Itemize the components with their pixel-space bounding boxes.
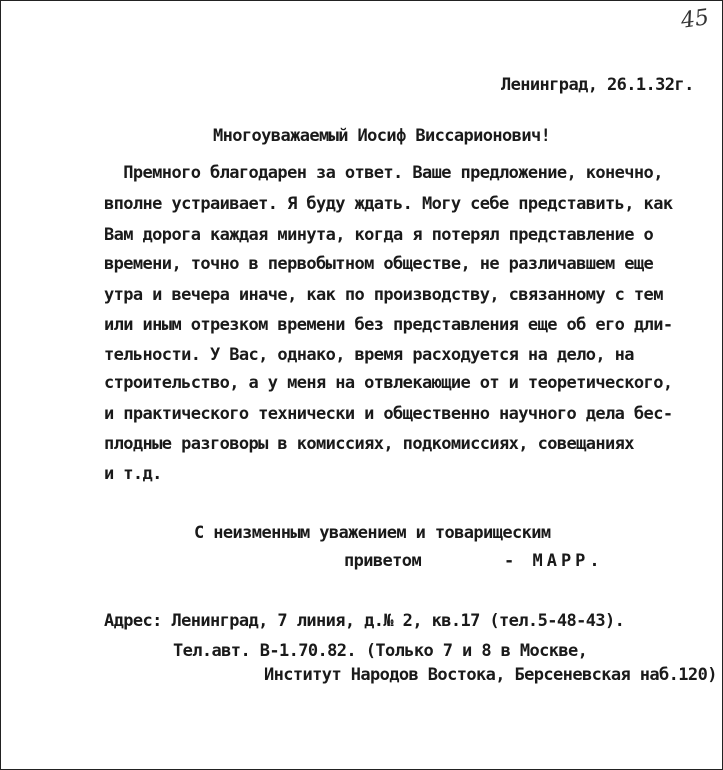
body-line: Премного благодарен за ответ. Ваше предложение, конечно, [104, 163, 663, 183]
closing-line: С неизменным уважением и товарищеским [194, 523, 551, 543]
body-line: плодные разговоры в комиссиях, подкомиссиях, совещаниях [104, 434, 634, 454]
body-line: утра и вечера иначе, как по производству, связанному с тем [104, 285, 663, 305]
archive-page-mark: 45 [679, 5, 711, 34]
body-line: Вам дорога каждая минута, когда я потерял представление о [104, 225, 654, 245]
body-line: вполне устраивает. Я буду ждать. Могу себе представить, как [104, 194, 673, 214]
body-line: тельности. У Вас, однако, время расходуется на дело, на [104, 345, 634, 365]
address-line: Адрес: Ленинград, 7 линия, д.№ 2, кв.17 (тел.5-48-43). [104, 611, 625, 631]
address-line: Тел.авт. В-1.70.82. (Только 7 и 8 в Москве, [173, 641, 588, 661]
body-line: и практического технически и общественно научного дела бес- [104, 404, 673, 424]
closing-greeting: приветом [344, 551, 422, 571]
salutation: Многоуважаемый Иосиф Виссарионович! [213, 126, 551, 146]
address-line: Институт Народов Востока, Берсеневская наб.120) [264, 665, 717, 685]
body-line: времени, точно в первобытном обществе, не различавшем еще [104, 254, 654, 274]
signature: - МАРР. [504, 551, 604, 571]
date-line: Ленинград, 26.1.32г. [501, 75, 694, 95]
body-line: строительство, а у меня на отвлекающие от и теоретического, [104, 373, 673, 393]
body-line: или иным отрезком времени без представления еще об его дли- [104, 315, 673, 335]
body-line: и т.д. [104, 464, 162, 484]
